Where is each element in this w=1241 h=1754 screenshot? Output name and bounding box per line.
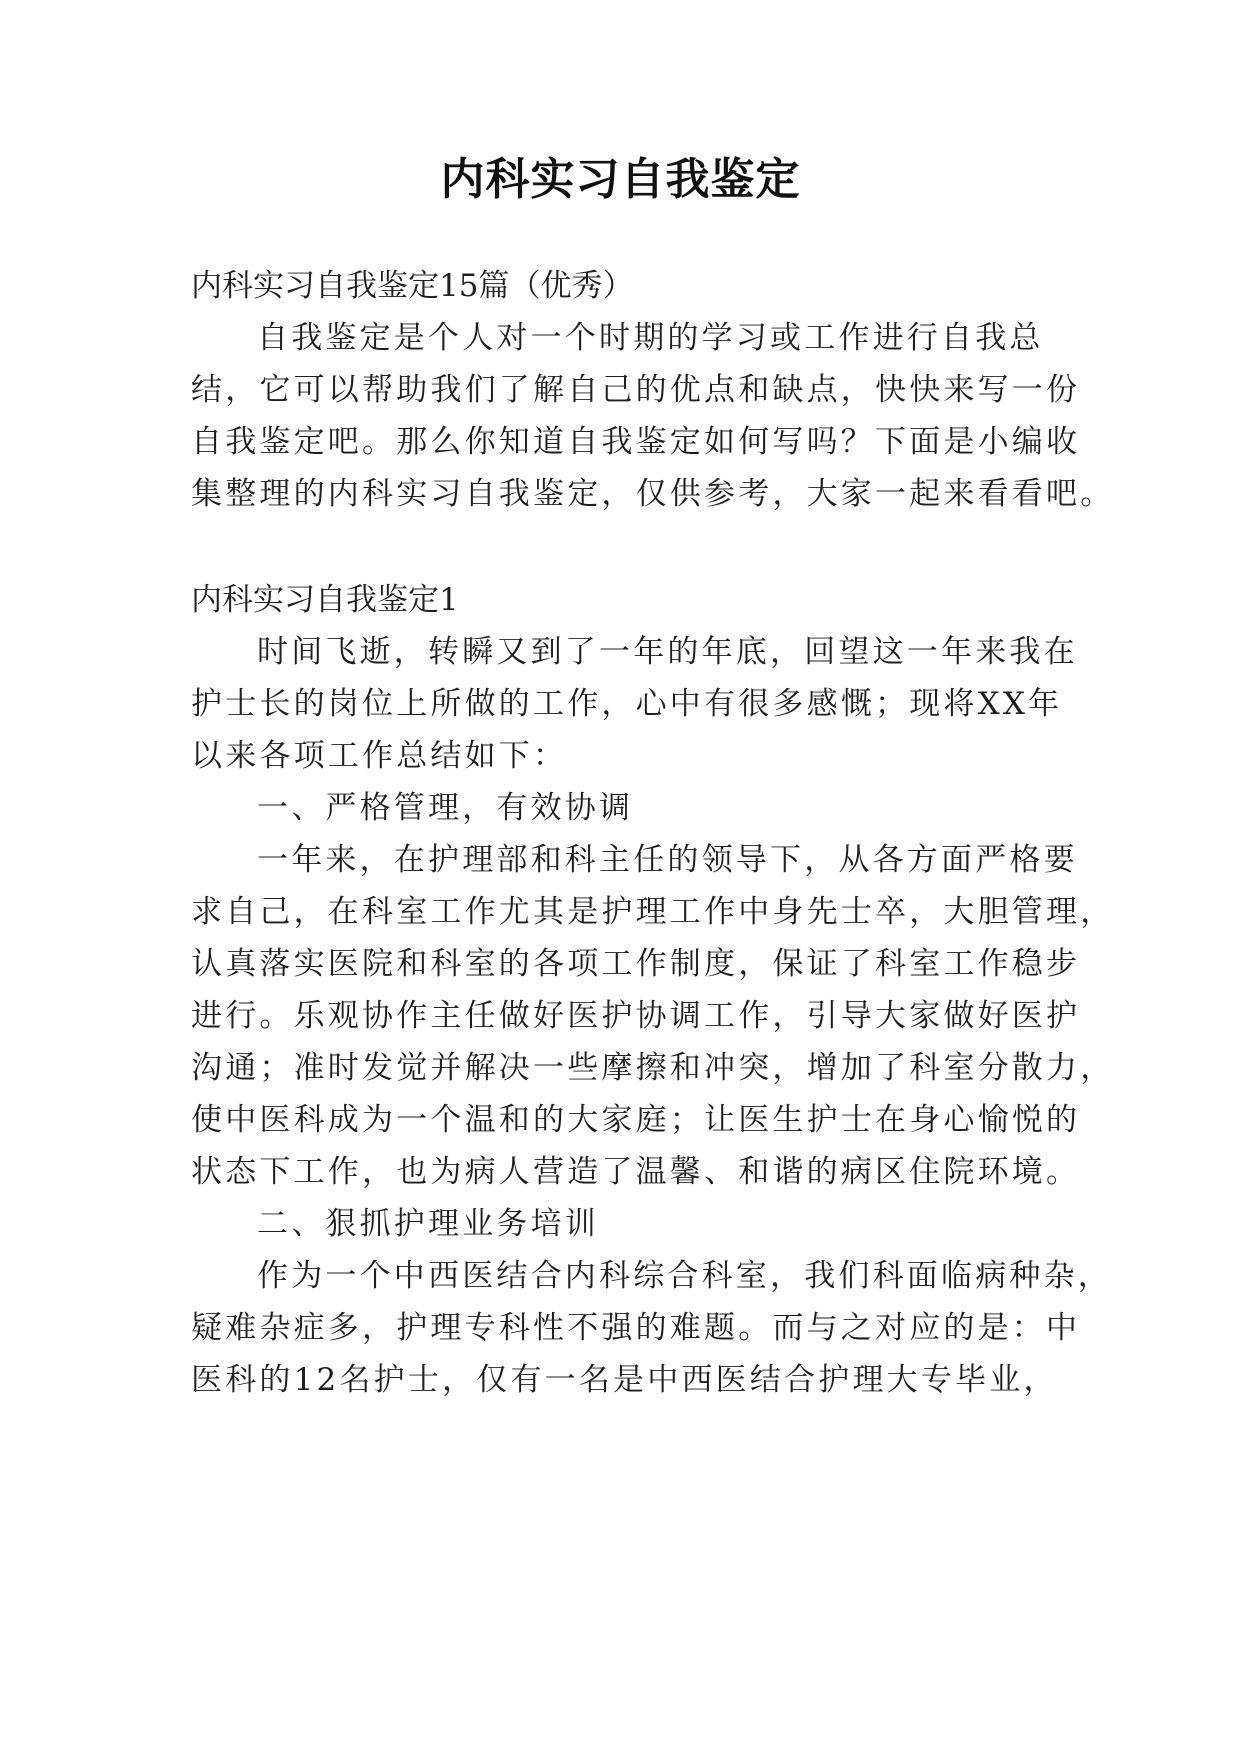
body-heading: 二、狠抓护理业务培训 [257,1206,599,1242]
body-line: 护士长的岗位上所做的工作，心中有很多感慨；现将XX年 [191,686,1063,722]
body-line: 以来各项工作总结如下： [191,738,568,774]
body-line: 求自己，在科室工作尤其是护理工作中身先士卒，大胆管理， [191,894,1115,930]
body-line: 一年来，在护理部和科主任的领导下，从各方面严格要 [257,842,1078,878]
body-line: 状态下工作，也为病人营造了温馨、和谐的病区住院环境。 [191,1154,1081,1190]
body-line: 医科的12名护士，仅有一名是中西医结合护理大专毕业， [191,1362,1058,1398]
intro-line: 自我鉴定是个人对一个时期的学习或工作进行自我总 [257,320,1044,356]
body-line: 认真落实医院和科室的各项工作制度，保证了科室工作稳步 [191,946,1081,982]
section-title: 内科实习自我鉴定1 [191,582,459,618]
document-subtitle: 内科实习自我鉴定15篇（优秀） [191,268,634,304]
document-title: 内科实习自我鉴定 [440,154,801,205]
intro-line: 集整理的内科实习自我鉴定，仅供参考，大家一起来看看吧。 [191,476,1115,512]
body-line: 进行。乐观协作主任做好医护协调工作，引导大家做好医护 [191,998,1081,1034]
intro-line: 自我鉴定吧。那么你知道自我鉴定如何写吗？下面是小编收 [191,424,1081,460]
body-line: 使中医科成为一个温和的大家庭；让医生护士在身心愉悦的 [191,1102,1081,1138]
body-heading: 一、严格管理，有效协调 [257,790,634,826]
body-line: 疑难杂症多，护理专科性不强的难题。而与之对应的是：中 [191,1310,1081,1346]
intro-line: 结，它可以帮助我们了解自己的优点和缺点，快快来写一份 [191,372,1081,408]
body-line: 作为一个中西医结合内科综合科室，我们科面临病种杂， [257,1258,1112,1294]
body-line: 沟通；准时发觉并解决一些摩擦和冲突，增加了科室分散力， [191,1050,1115,1086]
body-line: 时间飞逝，转瞬又到了一年的年底，回望这一年来我在 [257,634,1078,670]
